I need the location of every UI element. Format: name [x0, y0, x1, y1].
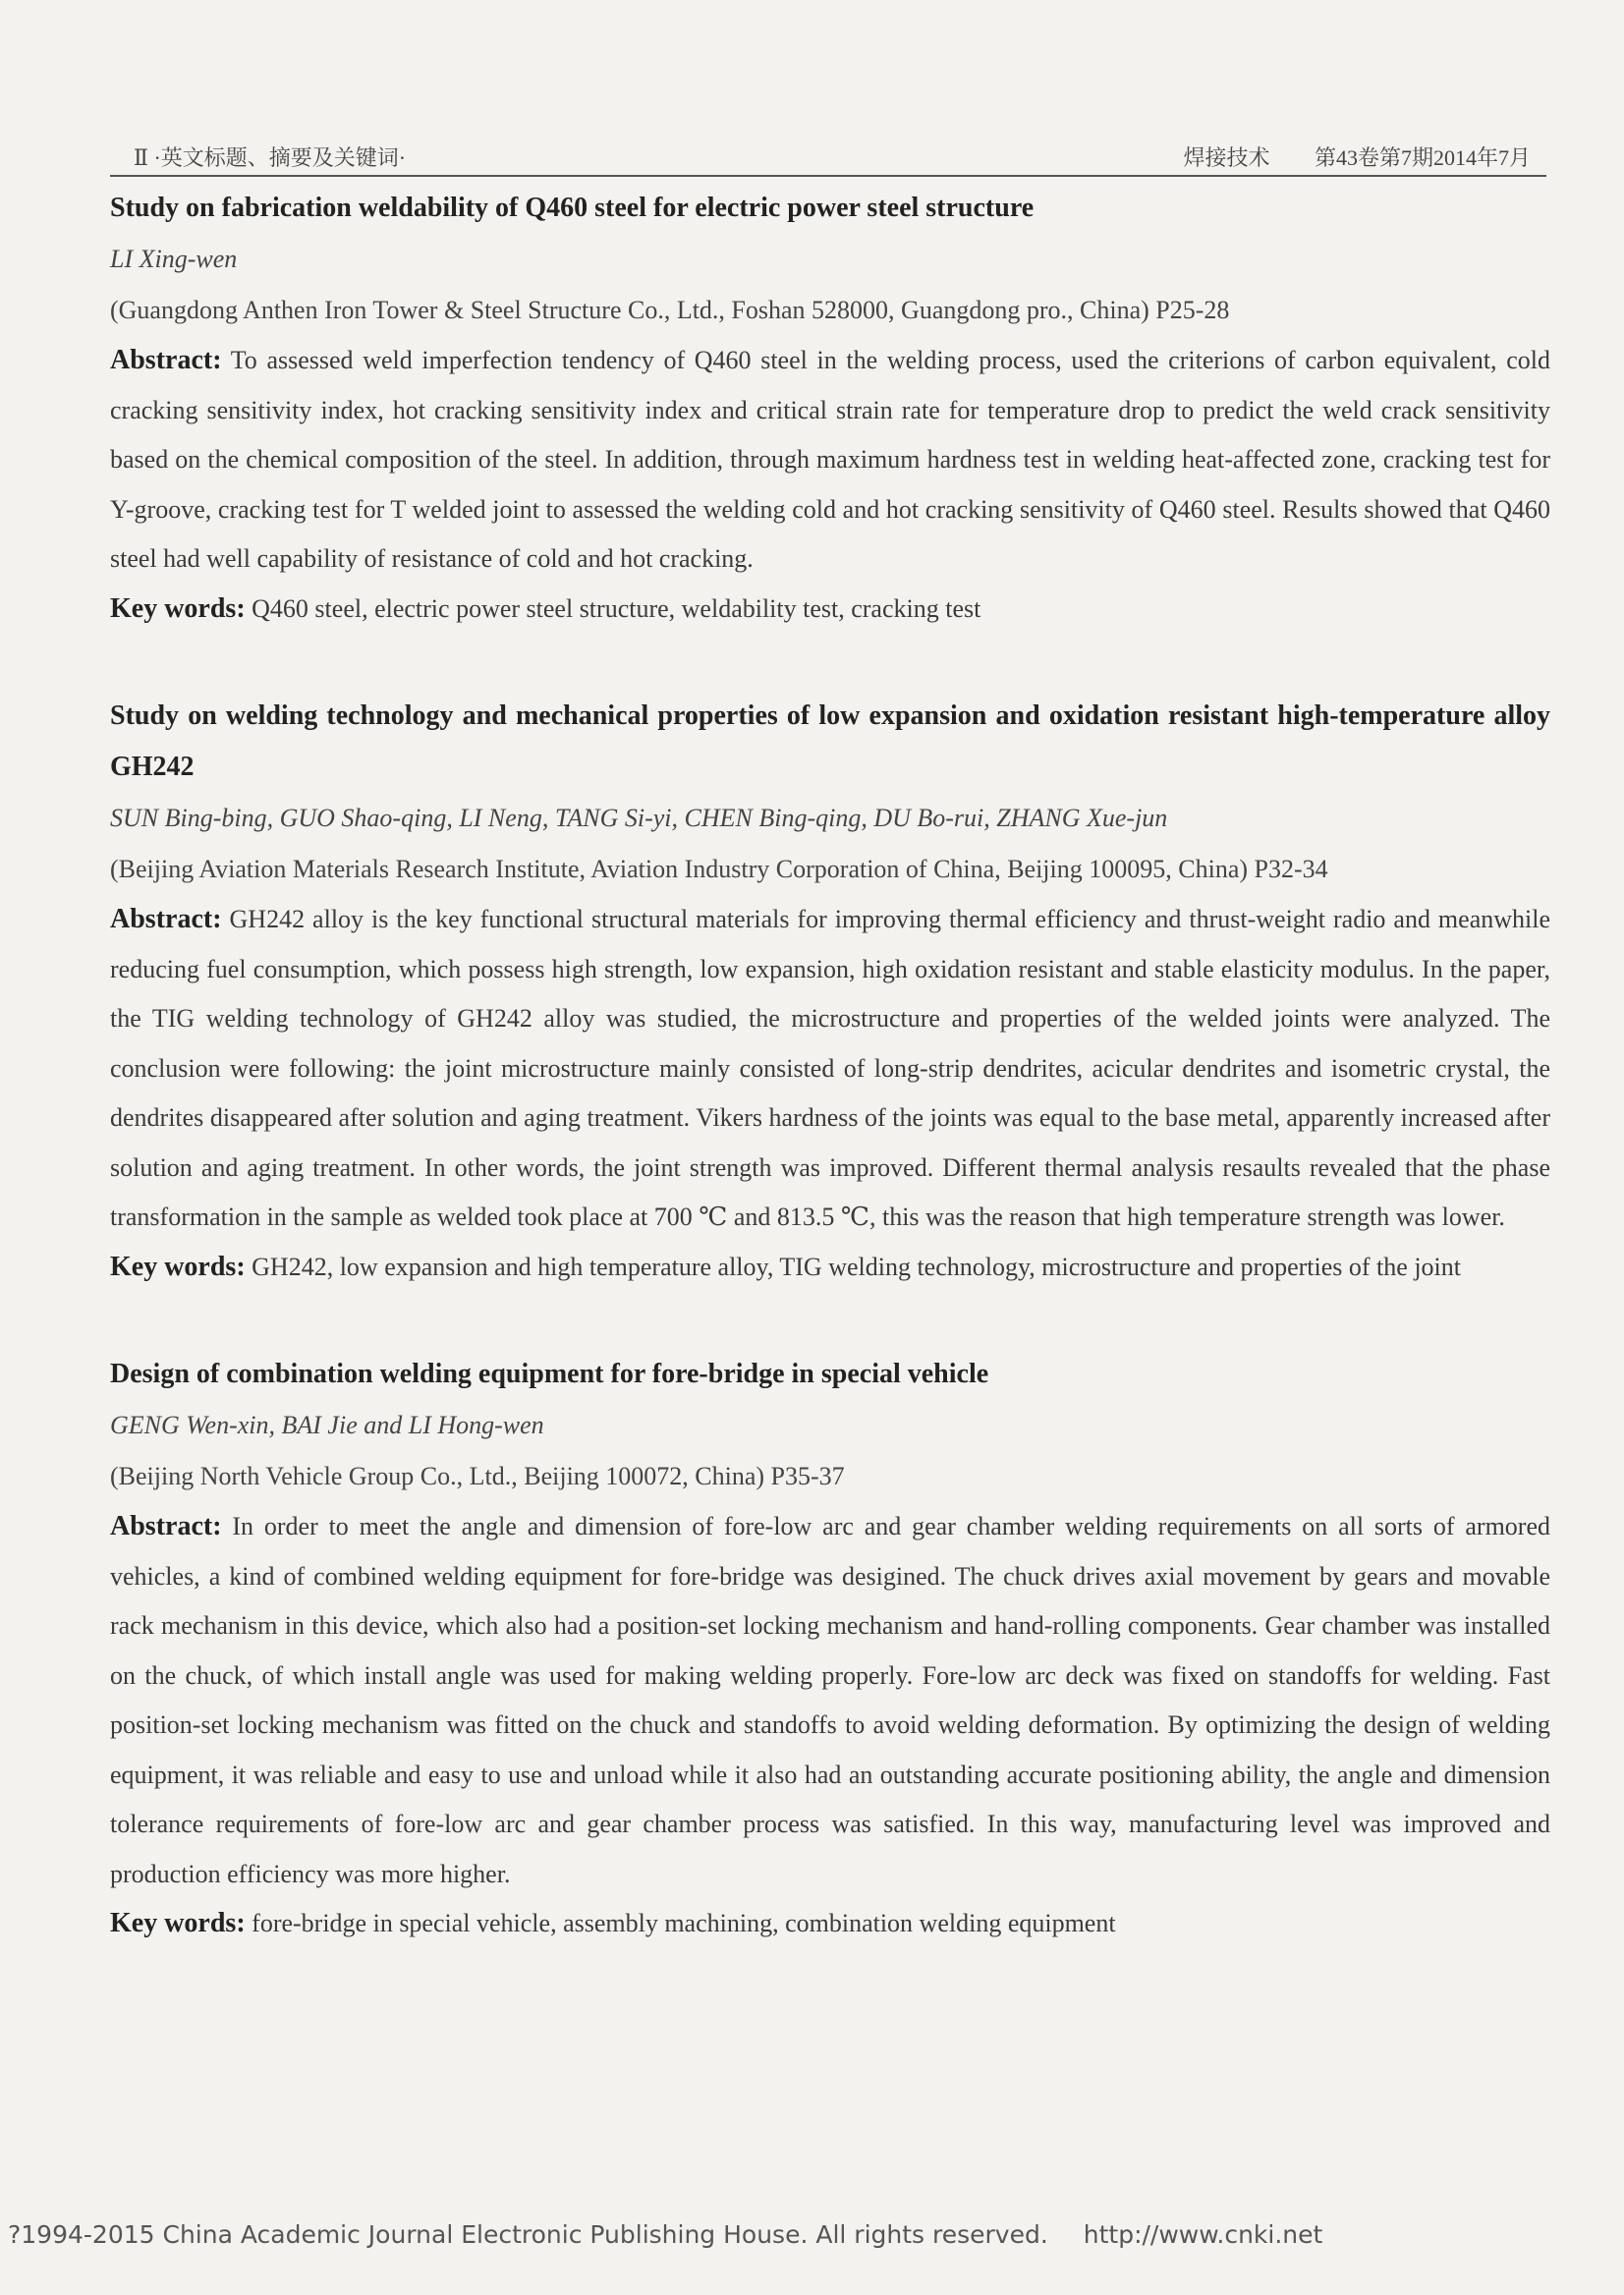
- article-authors: LI Xing-wen: [110, 245, 238, 273]
- issue-info: 第43卷第7期2014年7月: [1314, 145, 1531, 170]
- article-title: Design of combination welding equipment for fore-bridge in special vehicle: [110, 1359, 989, 1389]
- keywords: [110, 1243, 1550, 1293]
- abstract: [110, 336, 1550, 585]
- abstract-label: Abstract:: [110, 345, 222, 375]
- journal-name: 焊接技术: [1183, 145, 1270, 170]
- abstract: [110, 895, 1550, 1243]
- article-title: Study on welding technology and mechanical properties of low expansion and oxidation resistant high-temperature alloy GH242: [110, 700, 1550, 782]
- abstract-text: To assessed weld imperfection tendency of Q460 steel in the welding process, used the criterions of carbon equivalent, cold cracking sensitivity index, hot cracking sensitivity index and critical strain rate for temperature drop to predict the weld crack sensitivity based on the chemical composition of the steel. In addition, through maximum hardness test in welding heat-affected zone, cracking test for Y-groove, cracking test for T welded joint to assessed the welding cold and hot cracking sensitivity of Q460 steel. Results showed that Q460 steel had well capability of resistance of cold and hot cracking.: [110, 346, 1550, 573]
- article-affiliation: (Guangdong Anthen Iron Tower & Steel Structure Co., Ltd., Foshan 528000, Guangdong pro., China) P25-28: [110, 296, 1230, 324]
- keywords-text: Q460 steel, electric power steel structure, weldability test, cracking test: [252, 593, 981, 623]
- keywords: [110, 1899, 1550, 1949]
- copyright-footer: [8, 2220, 1423, 2249]
- abstract-text: In order to meet the angle and dimension of fore-low arc and gear chamber welding requirements on all sorts of armored vehicles, a kind of combined welding equipment for fore-bridge was desigined. The chuck drives axial movement by gears and movable rack mechanism in this device, which also had a position-set locking mechanism and hand-rolling components. Gear chamber was installed on the chuck, of which install angle was used for making welding properly. Fore-low arc deck was fixed on standoffs for welding. Fast position-set locking mechanism was fitted on the chuck and standoffs to avoid welding deformation. By optimizing the design of welding equipment, it was reliable and easy to use and unload while it also had an outstanding accurate positioning ability, the angle and dimension tolerance requirements of fore-low arc and gear chamber process was satisfied. In this way, manufacturing level was improved and production efficiency was more higher.: [110, 1512, 1550, 1888]
- article-1: [110, 183, 1550, 634]
- article-list: [110, 183, 1550, 2006]
- keywords-text: GH242, low expansion and high temperature alloy, TIG welding technology, microstructure and properties of the joint: [252, 1252, 1461, 1281]
- abstract-text: GH242 alloy is the key functional structural materials for improving thermal efficiency and thrust-weight radio and meanwhile reducing fuel consumption, which possess high strength, low expansion, high oxidation resistant and stable elasticity modulus. In the paper, the TIG welding technology of GH242 alloy was studied, the microstructure and properties of the welded joints were analyzed. The conclusion were following: the joint microstructure mainly consisted of long-strip dendrites, acicular dendrites and isometric crystal, the dendrites disappeared after solution and aging treatment. Vikers hardness of the joints was equal to the base metal, apparently increased after solution and aging treatment. In other words, the joint strength was improved. Different thermal analysis resaults revealed that the phase transformation in the sample as welded took place at 700 ℃ and 813.5 ℃, this was the reason that high temperature strength was lower.: [110, 905, 1551, 1231]
- article-authors: SUN Bing-bing, GUO Shao-qing, LI Neng, TANG Si-yi, CHEN Bing-qing, DU Bo-rui, ZHANG Xue-jun: [110, 804, 1168, 832]
- keywords-label: Key words:: [110, 1908, 246, 1938]
- footer-url[interactable]: http://www.cnki.net: [1083, 2220, 1323, 2249]
- article-affiliation: (Beijing North Vehicle Group Co., Ltd., Beijing 100072, China) P35-37: [110, 1462, 845, 1490]
- keywords: [110, 585, 1550, 635]
- article-affiliation: (Beijing Aviation Materials Research Institute, Aviation Industry Corporation of China, Beijing 100095, China) P32-34: [110, 855, 1328, 883]
- running-header: [110, 136, 1546, 177]
- journal-info: [1144, 141, 1531, 172]
- keywords-label: Key words:: [110, 592, 246, 624]
- section-label: Ⅱ ·英文标题、摘要及关键词·: [134, 145, 407, 170]
- abstract-label: Abstract:: [110, 1511, 222, 1541]
- article-authors: GENG Wen-xin, BAI Jie and LI Hong-wen: [110, 1411, 544, 1439]
- copyright-text: ?1994-2015 China Academic Journal Electronic Publishing House. All rights reserved.: [8, 2220, 1048, 2249]
- abstract: [110, 1502, 1550, 1899]
- article-3: [110, 1349, 1550, 1949]
- keywords-text: fore-bridge in special vehicle, assembly machining, combination welding equipment: [252, 1909, 1116, 1937]
- article-2: [110, 691, 1550, 1292]
- keywords-label: Key words:: [110, 1251, 246, 1282]
- article-title: Study on fabrication weldability of Q460 steel for electric power steel structure: [110, 193, 1035, 223]
- abstract-label: Abstract:: [110, 904, 222, 934]
